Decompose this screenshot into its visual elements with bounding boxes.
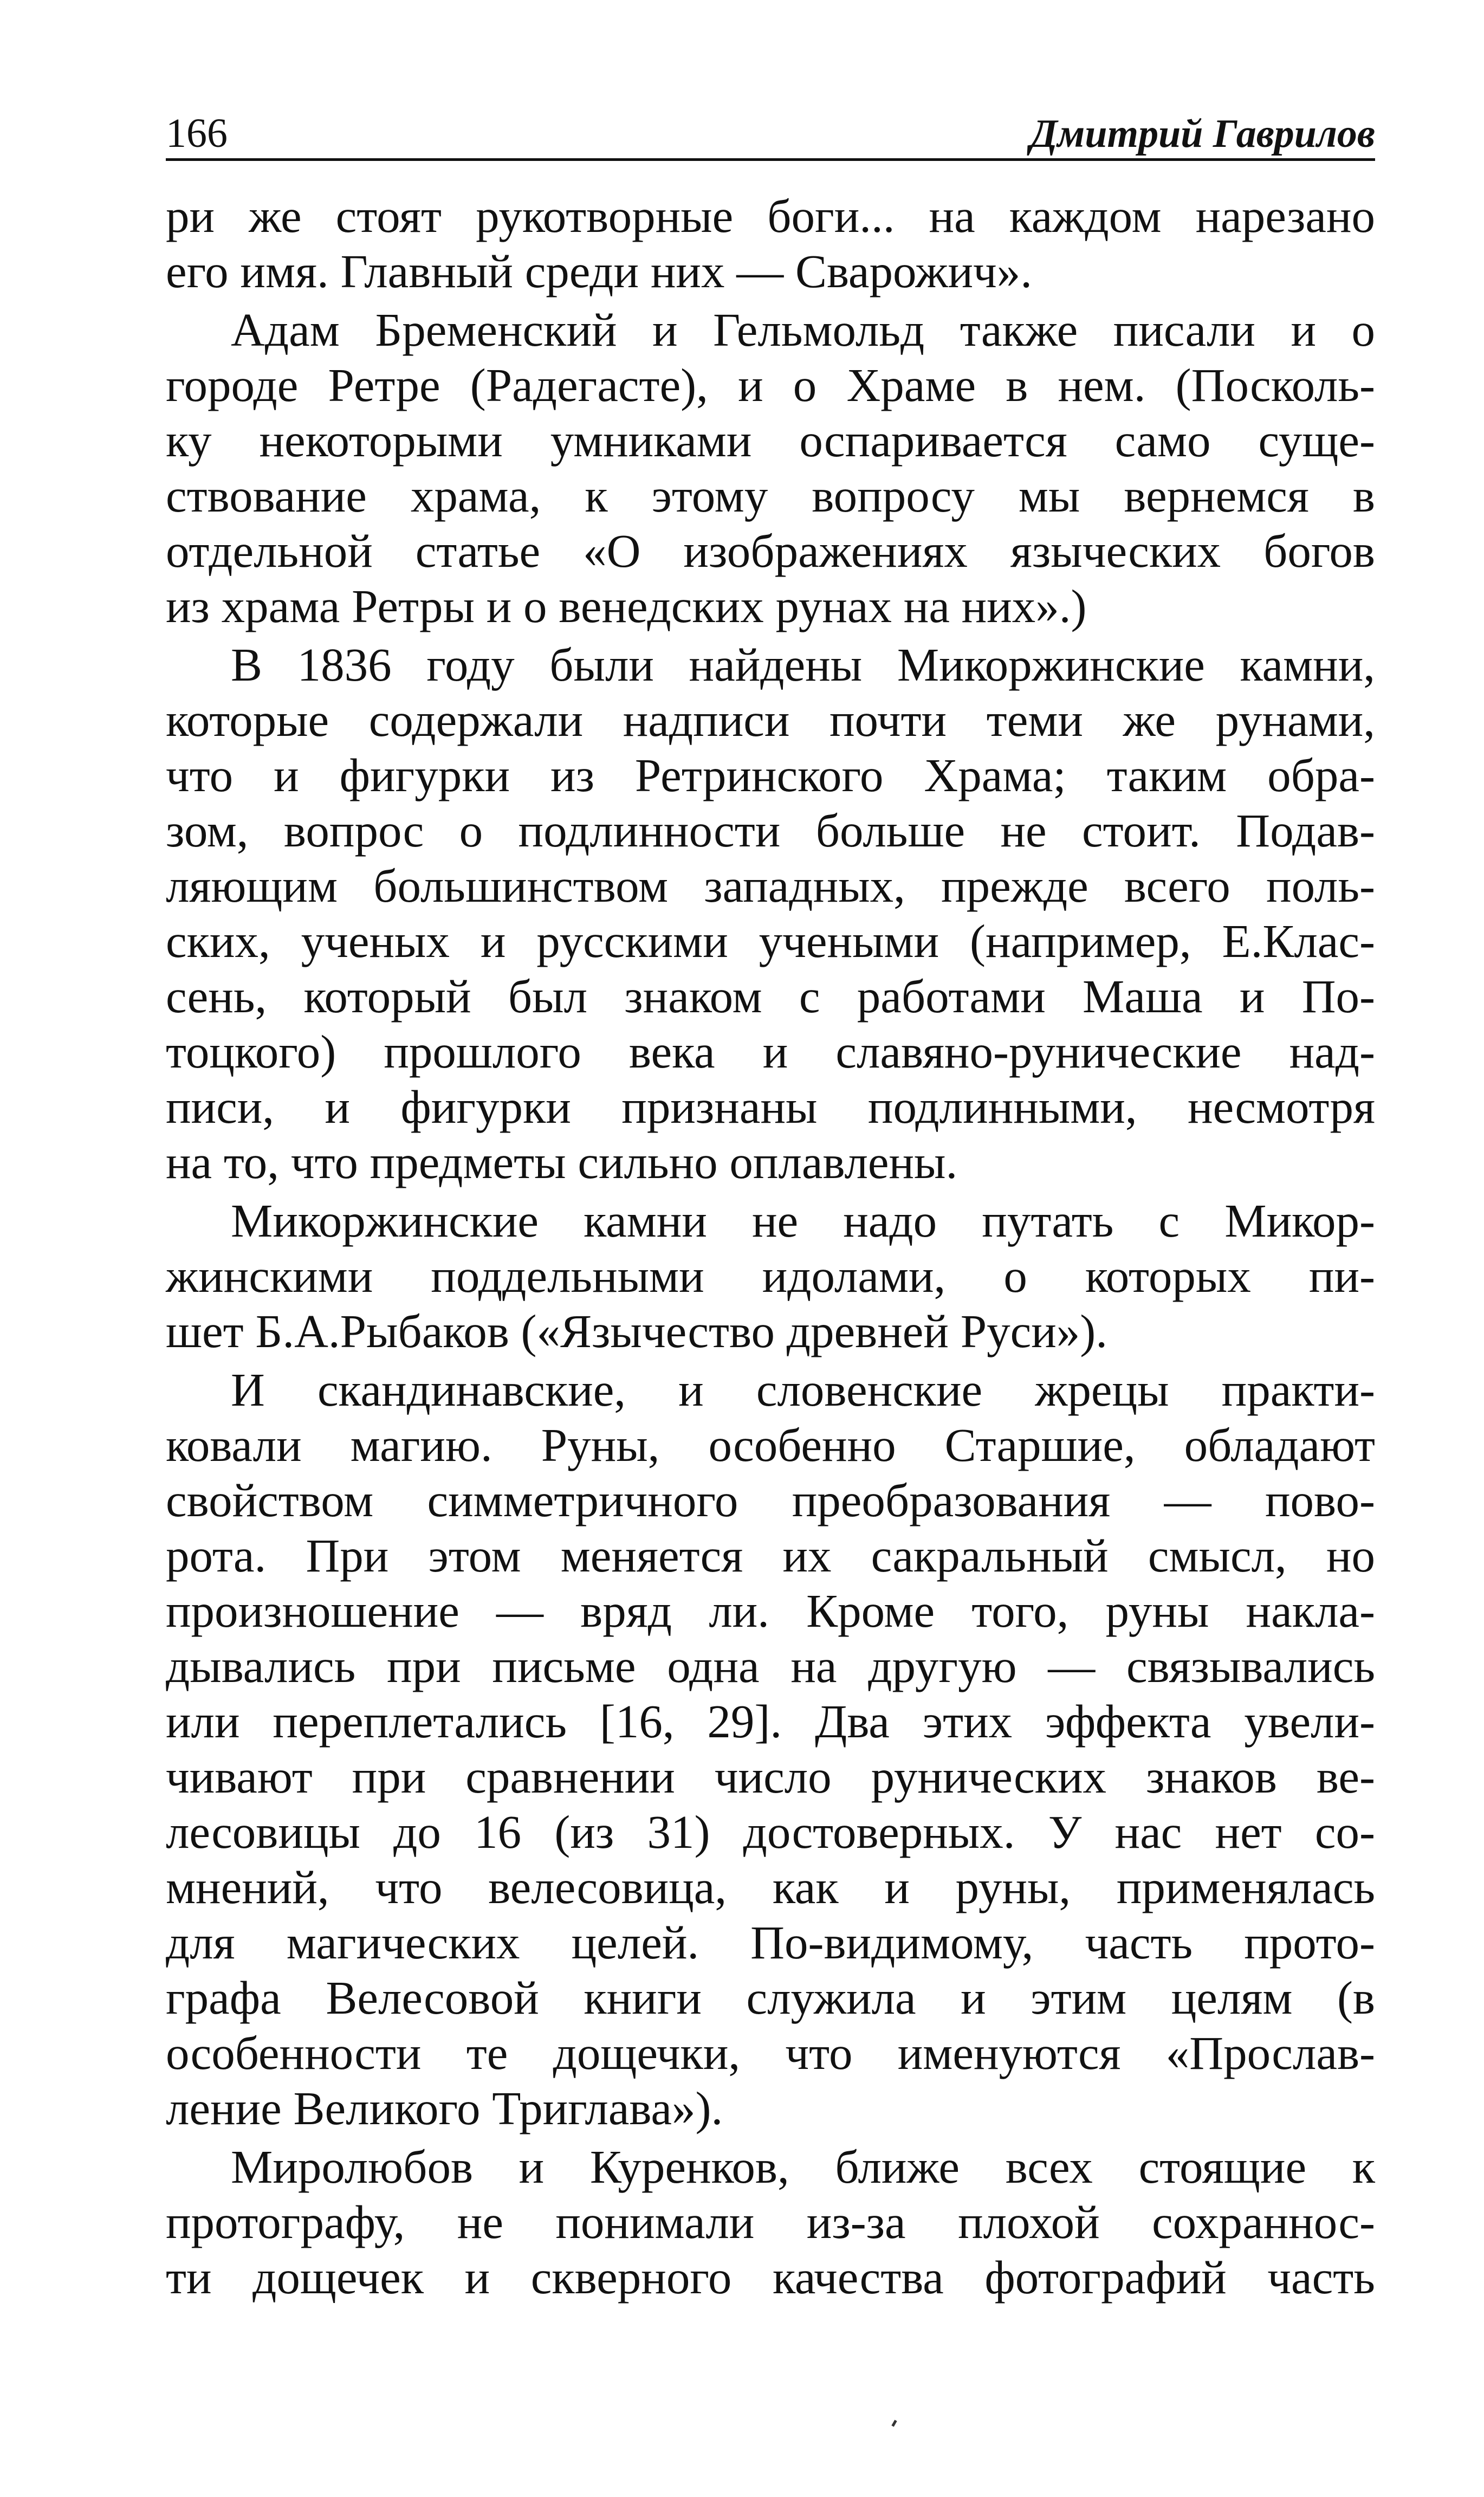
paragraph-4	[166, 1193, 1375, 1359]
text-line: шет Б.А.Рыбаков («Язычество древней Руси»).	[166, 1305, 1108, 1357]
text-line: ских, ученых и русскими учеными (например, Е.Клас-	[166, 915, 1375, 967]
paragraph-3	[166, 637, 1375, 1190]
text-line: тоцкого) прошлого века и славяно-рунические над-	[166, 1025, 1375, 1078]
text-line: из храма Ретры и о венедских рунах на них».)	[166, 580, 1087, 632]
running-head-author: Дмитрий Гаврилов	[1030, 112, 1375, 156]
text-line: графа Велесовой книги служила и этим целям (в	[166, 1971, 1375, 2024]
text-line: особенности те дощечки, что именуются «Прослав-	[166, 2027, 1375, 2079]
text-line: его имя. Главный среди них — Сварожич».	[166, 245, 1033, 297]
body-text	[166, 189, 1375, 2305]
text-line: произношение — вряд ли. Кроме того, руны накла-	[166, 1584, 1375, 1637]
paragraph-2	[166, 302, 1375, 634]
paragraph-6	[166, 2139, 1375, 2305]
text-line: Миролюбов и Куренков, ближе всех стоящие к	[231, 2140, 1375, 2193]
text-line: сень, который был знаком с работами Маша и По-	[166, 970, 1375, 1023]
text-line: ри же стоят рукотворные боги... на каждом нарезано	[166, 190, 1375, 242]
paragraph-5	[166, 1362, 1375, 2136]
running-head	[166, 104, 1375, 161]
text-line: В 1836 году были найдены Микоржинские камни,	[231, 638, 1375, 691]
text-line: ти дощечек и скверного качества фотографий часть	[166, 2251, 1375, 2304]
text-line: зом, вопрос о подлинности больше не стоит. Подав-	[166, 804, 1375, 857]
text-line: свойством симметричного преобразования — пово-	[166, 1474, 1375, 1526]
text-line: или переплетались [16, 29]. Два этих эффекта увели-	[166, 1695, 1375, 1748]
text-line: городе Ретре (Радегасте), и о Храме в нем. (Посколь-	[166, 359, 1375, 411]
text-line: отдельной статье «О изображениях языческих богов	[166, 525, 1375, 577]
page-number: 166	[166, 111, 228, 156]
paragraph-1	[166, 189, 1375, 299]
text-line: Микоржинские камни не надо путать с Микор-	[231, 1194, 1375, 1247]
text-line: чивают при сравнении число рунических знаков ве-	[166, 1750, 1375, 1803]
text-line: писи, и фигурки признаны подлинными, несмотря	[166, 1081, 1375, 1133]
text-line: И скандинавские, и словенские жрецы практи-	[231, 1363, 1375, 1416]
text-line: мнений, что велесовица, как и руны, применялась	[166, 1861, 1375, 1913]
text-line: что и фигурки из Ретринского Храма; таким обра-	[166, 749, 1375, 801]
text-line: которые содержали надписи почти теми же рунами,	[166, 694, 1375, 746]
text-line: на то, что предметы сильно оплавлены.	[166, 1136, 958, 1188]
text-line: жинскими поддельными идолами, о которых пи-	[166, 1250, 1375, 1302]
text-line: для магических целей. По-видимому, часть прото-	[166, 1916, 1375, 1969]
print-speck	[891, 2420, 897, 2427]
text-line: ковали магию. Руны, особенно Старшие, обладают	[166, 1419, 1375, 1471]
text-line: ствование храма, к этому вопросу мы вернемся в	[166, 469, 1375, 522]
text-line: ляющим большинством западных, прежде всего поль-	[166, 859, 1375, 912]
text-line: рота. При этом меняется их сакральный смысл, но	[166, 1529, 1375, 1582]
text-line: лесовицы до 16 (из 31) достоверных. У нас нет со-	[166, 1806, 1375, 1858]
text-line: ку некоторыми умниками оспаривается само суще-	[166, 414, 1375, 467]
text-line: Адам Бременский и Гельмольд также писали и о	[231, 303, 1375, 356]
text-line: дывались при письме одна на другую — связывались	[166, 1640, 1375, 1692]
text-line: протографу, не понимали из-за плохой сохраннос-	[166, 2196, 1375, 2248]
text-line: ление Великого Триглава»).	[166, 2082, 723, 2134]
